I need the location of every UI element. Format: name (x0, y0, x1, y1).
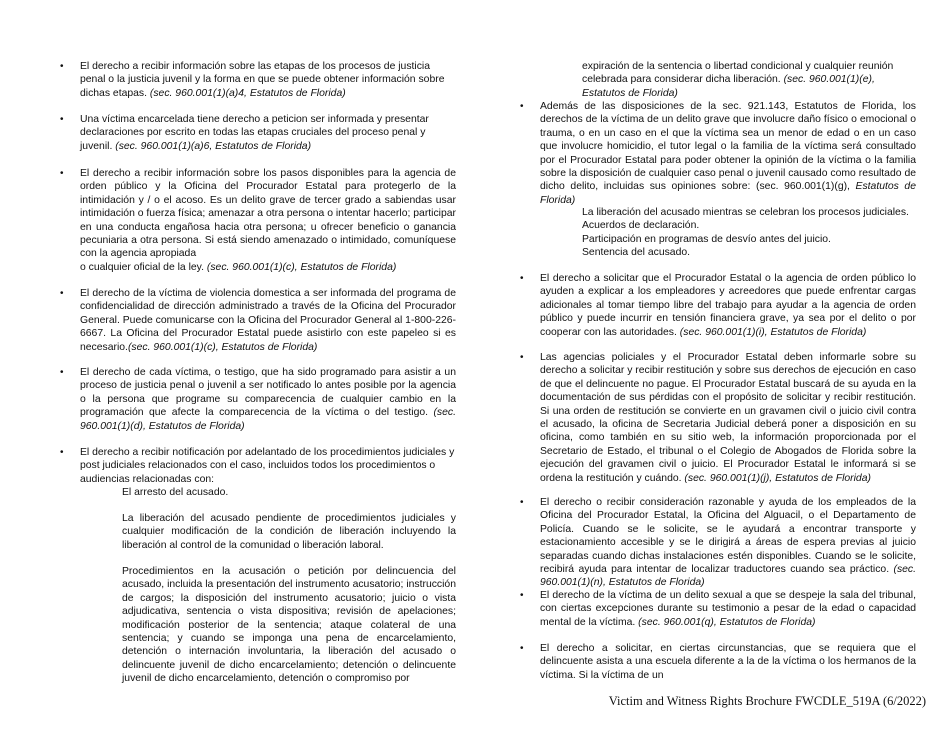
list-item (520, 272, 916, 339)
item-text: El derecho a solicitar, en ciertas circunstancias, que se requiera que el delincuente asista a una escuela diferente a la de la víctima o los hermanos de la víctima. Si la víctima de un (540, 643, 916, 681)
item-text: El derecho o recibir consideración razonable y ayuda de los empleados de la Oficina del Procurador Estatal, la Oficina del Alguacil, o el Departamento de Policía. Cuando se le solicite, se le ayudará a encontrar transporte y estacionamiento accesible y se le dirigirá a áreas de espera previas al juicio separadas cuando dichas instalaciones estén disponibles. Cuando se le solicite, recibirá ayuda para intentar de localizar traductores cuando sea práctico. (540, 497, 916, 576)
item-citation: (sec. 960.001(1)(c), Estatutos de Florida) (204, 261, 397, 273)
list-item (520, 496, 916, 590)
item-text: El derecho a solicitar que el Procurador Estatal o la agencia de orden público lo ayuden a explicar a los empleadores y acreedores que puede enfrentar cargas adicionales al tomar tiempo libre del trabajo para ayudar a la agencia de orden público y puede incurrir en tensión financiera grave, ya sea por el delito o por cooperar con las autoridades. (540, 273, 916, 338)
item-text: El derecho a recibir información sobre las etapas de los procesos de justicia penal o la justicia juvenil y la forma en que se puede obtener información sobre dichas etapas. (80, 61, 445, 99)
list-item (60, 60, 456, 100)
bullet: • (520, 590, 524, 601)
sub-item (122, 512, 456, 552)
sub-item (122, 486, 456, 499)
item-text: El derecho de cada víctima, o testigo, que ha sido programado para asistir a un proceso de justicia penal o juvenil a ser notificado lo antes posible por la agencia o la persona que programe su comparecencia de cualquier cambio en la programación que afecte la comparecencia de la víctima o del testigo. (80, 367, 456, 419)
list-item (60, 446, 456, 486)
bullet: • (60, 367, 64, 378)
item-citation: (sec. 960.001(1)(a)4, Estatutos de Florida) (147, 87, 346, 99)
sub-list-item: Acuerdos de declaración. (582, 220, 700, 232)
continued-text (582, 60, 916, 100)
bullet: • (60, 61, 64, 72)
list-item (60, 287, 457, 354)
sub-list-item: Sentencia del acusado. (582, 247, 691, 259)
item-citation: (sec. 960.001(1)(e), Estatutos de Florida) (582, 74, 875, 99)
list-item (60, 167, 456, 274)
list-item (60, 366, 456, 433)
sub-item (122, 565, 456, 686)
bullet: • (520, 273, 524, 284)
item-citation: (sec. 960.001(1)(i), Estatutos de Florida) (676, 326, 867, 338)
item-text: Además de las disposiciones de la sec. 921.143, Estatutos de Florida, los derechos de la víctima de un delito grave que involucre daño físico o emocional o trauma, o en un caso en el que la víctima sea un menor de edad o en un caso que involucre homicidio, el tutor legal o la familia de la víctima será consultado por el Procurador Estatal para poder obtener la opinión de la víctima o la familia sobre la disposición de cualquier caso penal o juvenil causado como resultado de dicho delito, incluidas sus opiniones sobre: (sec. 960.001(1)(g), (540, 101, 916, 193)
item-citation: Estatutos de Florida) (540, 181, 916, 206)
item-citation: (sec. 960.001(1)(a)6, Estatutos de Florida) (112, 140, 312, 152)
item-citation: (sec. 960.001(1)(d), Estatutos de Florida) (80, 407, 456, 432)
item-citation: (sec. 960.001(1)(n), Estatutos de Florida) (540, 564, 916, 589)
list-item (520, 589, 916, 629)
bullet: • (60, 447, 64, 458)
item-text: El derecho de la víctima de violencia domestica a ser informada del programa de confidencialidad de dirección administrado a través de la Oficina del Procurador General. Puede comunicarse con la Oficina del Procurador General al 1-800-226-6667. La Oficina del Procurador Estatal puede asistirlo con este papeleo si es necesario. (80, 288, 457, 353)
bullet: • (520, 101, 524, 112)
sub-text: La liberación del acusado pendiente de procedimientos judiciales y cualquier modificación de la condición de liberación incluyendo la liberación al control de la comunidad o liberación laboral. (122, 513, 456, 551)
list-item (520, 351, 916, 485)
item-text: o cualquier oficial de la ley. (80, 261, 204, 273)
list-item (520, 100, 916, 207)
page-footer: Victim and Witness Rights Brochure FWCDLE_519A (6/2022) (608, 694, 926, 708)
bullet: • (520, 352, 524, 363)
sub-text: Procedimientos en la acusación o petición por delincuencia del acusado, incluida la presentación del instrumento acusatorio; instrucción de cargos; la disposición del instrumento acusatorio; juicio o vista adjudicativa, sentencia o vista dispositiva; revisión de apelaciones; modificación posterior de la sentencia; ataque colateral de una sentencia; y cuando se imponga una pena de encarcelamiento, detención o internación involuntaria, la liberación del acusado o delincuente juvenil de dicho encarcelamiento; detención o delincuente juvenil de dicho encarcelamiento, detención o compromiso por (122, 566, 456, 685)
item-text: Una víctima encarcelada tiene derecho a peticion ser informada y presentar declaraciones por escrito en todas las etapas cruciales del proceso penal y juvenil. (80, 114, 429, 152)
sub-list (582, 206, 916, 260)
item-citation: (sec. 960.001(q), Estatutos de Florida) (635, 616, 816, 628)
bullet: • (520, 643, 524, 654)
item-citation: (sec. 960.001(1)(c), Estatutos de Florida) (127, 341, 318, 353)
bullet: • (60, 168, 64, 179)
sub-list-item: La liberación del acusado mientras se celebran los procesos judiciales. (582, 207, 909, 218)
item-citation: (sec. 960.001(1)(j), Estatutos de Florida) (681, 472, 871, 484)
item-text: El derecho a recibir información sobre los pasos disponibles para la agencia de orden público y la Oficina del Procurador Estatal para protegerlo de la intimidación y / o el acoso. Es un delito grave de tercer grado a sabiendas usar intimidación o fuerza física; amenazar a otra persona o intentar hacerlo; participar en una conducta engañosa hacia otra persona; u ofrecer beneficio o ganancia pecuniaria a otra persona. Si está siendo amenazado o intimidado, comuníquese con la agencia apropiada (80, 168, 456, 260)
item-text: Las agencias policiales y el Procurador Estatal deben informarle sobre su derecho a solicitar y recibir restitución y sobre sus derechos de ejecución en caso de que el delincuente no pague. El Procurador Estatal buscará de su ayuda en la documentación de sus pérdidas con el propósito de solicitar y recibir restitución. Si una orden de restitución se convierte en un gravamen civil o juicio civil contra el acusado, la oficina de Secretaria Judicial deberá poner a disposición en su oficina, como también en su sitio web, la información proporcionada por el Secretario de Estado, el tribunal o el Colegio de Abogados de Florida sobre la ejecución del gravamen civil o juicio. El Procurador Estatal le informará si se ordena la restitución y cuándo. (540, 352, 916, 484)
list-item (520, 642, 916, 682)
sub-list-item: Participación en programas de desvío antes del juicio. (582, 233, 831, 245)
list-item (60, 113, 456, 153)
bullet: • (60, 288, 64, 299)
item-text: El derecho a recibir notificación por adelantado de los procedimientos judiciales y post judiciales relacionados con el caso, incluidos todos los procedimientos o audiencias relacionadas con: (80, 447, 455, 485)
sub-text: El arresto del acusado. (122, 487, 229, 498)
item-text: expiración de la sentencia o libertad condicional y cualquier reunión celebrada para considerar dicha liberación. (582, 61, 894, 86)
bullet: • (520, 497, 524, 508)
item-text: El derecho de la víctima de un delito sexual a que se despeje la sala del tribunal, con ciertas excepciones durante su testimonio a pesar de la edad o capacidad mental de la víctima. (540, 590, 916, 628)
bullet: • (60, 114, 64, 125)
